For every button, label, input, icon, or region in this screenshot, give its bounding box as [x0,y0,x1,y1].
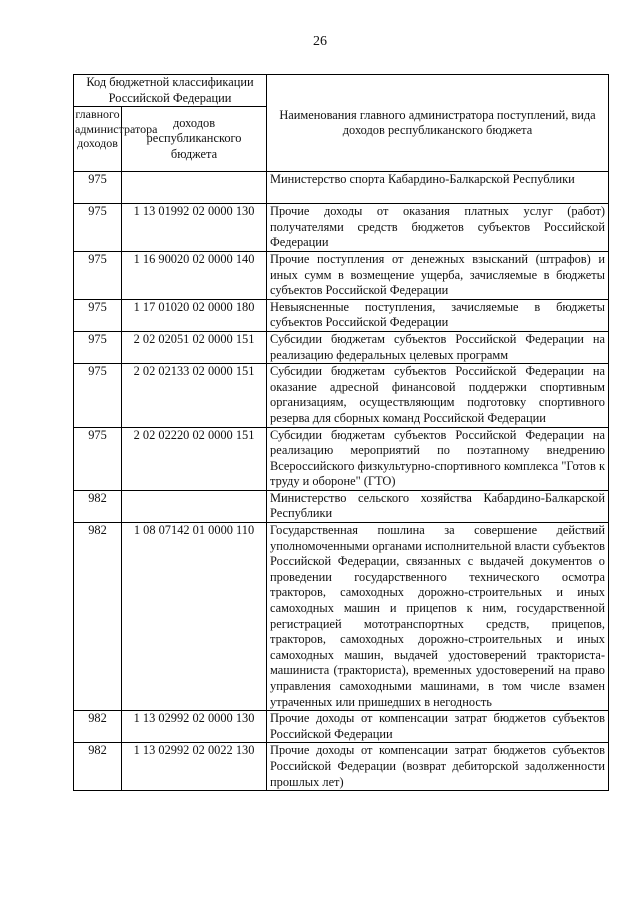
admin-code-cell: 982 [74,523,122,711]
header-income-column: доходов республиканского бюджета [122,107,267,172]
page-number: 26 [313,34,327,49]
income-code-cell: 1 16 90020 02 0000 140 [122,251,267,299]
header-row-group [74,75,609,107]
name-cell: Субсидии бюджетам субъектов Российской Федерации на реализацию мероприятий по поэтапному внедрению Всероссийского физкультурно-спортивного комплекса "Готов к труду и обороне" (ГТО) [267,427,609,490]
admin-code-cell: 975 [74,364,122,427]
admin-code-cell: 975 [74,251,122,299]
table-row [74,204,609,252]
name-cell: Прочие доходы от компенсации затрат бюджетов субъектов Российской Федерации (возврат дебиторской задолженности прошлых лет) [267,743,609,791]
income-code-cell: 2 02 02051 02 0000 151 [122,331,267,363]
income-code-cell: 2 02 02220 02 0000 151 [122,427,267,490]
admin-code-cell: 982 [74,490,122,522]
name-cell: Прочие поступления от денежных взысканий (штрафов) и иных сумм в возмещение ущерба, зачисляемые в бюджеты субъектов Российской Федерации [267,251,609,299]
admin-code-cell: 982 [74,711,122,743]
header-name-column: Наименования главного администратора поступлений, вида доходов республиканского бюджета [267,75,609,172]
income-code-cell: 1 17 01020 02 0000 180 [122,299,267,331]
admin-code-cell: 975 [74,172,122,204]
name-cell: Субсидии бюджетам субъектов Российской Федерации на оказание адресной финансовой поддержки спортивным организациям, осуществляющим подготовку спортивного резерва для сборных команд Российской Федерации [267,364,609,427]
budget-classification-table [73,74,609,791]
income-code-cell: 1 13 02992 02 0022 130 [122,743,267,791]
table-row [74,490,609,522]
income-code-cell: 1 13 02992 02 0000 130 [122,711,267,743]
income-code-cell [122,172,267,204]
admin-code-cell: 982 [74,743,122,791]
table-row [74,743,609,791]
table-row [74,427,609,490]
header-code-group: Код бюджетной классификации Российской Федерации [74,75,267,107]
table-row [74,299,609,331]
income-code-cell: 2 02 02133 02 0000 151 [122,364,267,427]
admin-code-cell: 975 [74,427,122,490]
name-cell: Государственная пошлина за совершение действий уполномоченными органами исполнительной власти субъектов Российской Федерации, связанных с выдачей документов о проведении государственного технического осмотра тракторов, самоходных дорожно-строительных и иных самоходных машин и прицепов к ним, государственной регистрацией мототранспортных средств, прицепов, тракторов, самоходных дорожно-строительных и иных самоходных машин, выдачей удостоверений тракториста-машиниста (тракториста), временных удостоверений на право управления самоходными машинами, в том числе взамен утраченных или пришедших в негодность [267,523,609,711]
name-cell: Субсидии бюджетам субъектов Российской Федерации на реализацию федеральных целевых программ [267,331,609,363]
table-row [74,711,609,743]
header-admin-column: главного администратора доходов [74,107,122,172]
income-code-cell: 1 13 01992 02 0000 130 [122,204,267,252]
income-code-cell: 1 08 07142 01 0000 110 [122,523,267,711]
table-row [74,331,609,363]
admin-code-cell: 975 [74,204,122,252]
name-cell: Невыясненные поступления, зачисляемые в бюджеты субъектов Российской Федерации [267,299,609,331]
table-row [74,364,609,427]
table-row [74,251,609,299]
admin-code-cell: 975 [74,299,122,331]
table-row [74,172,609,204]
admin-code-cell: 975 [74,331,122,363]
income-code-cell [122,490,267,522]
name-cell: Министерство сельского хозяйства Кабардино-Балкарской Республики [267,490,609,522]
name-cell: Прочие доходы от оказания платных услуг (работ) получателями средств бюджетов субъектов Российской Федерации [267,204,609,252]
table-row [74,523,609,711]
name-cell: Министерство спорта Кабардино-Балкарской Республики [267,172,609,204]
name-cell: Прочие доходы от компенсации затрат бюджетов субъектов Российской Федерации [267,711,609,743]
